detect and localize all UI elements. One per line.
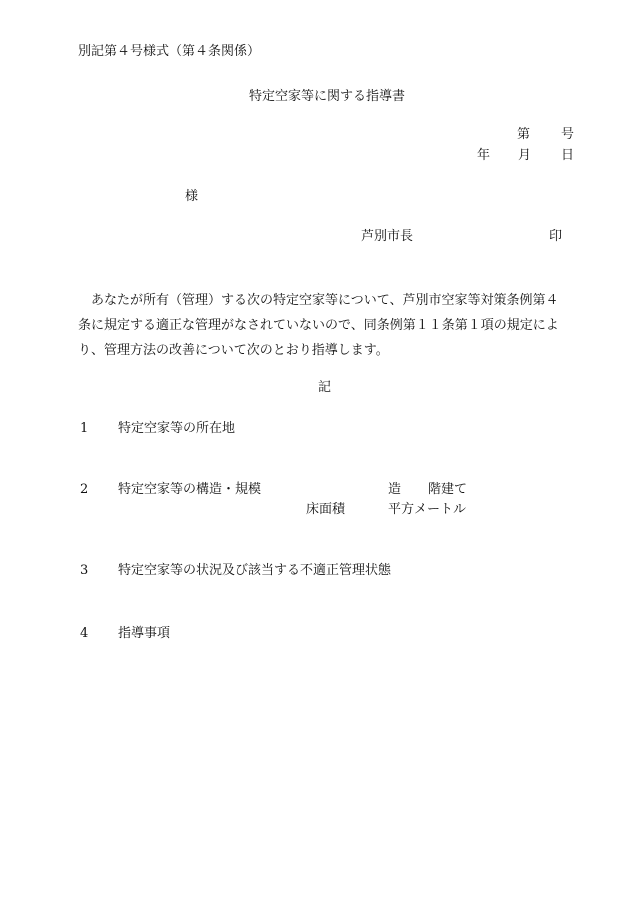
date-month: 月 bbox=[518, 148, 532, 163]
item-number: 3 bbox=[80, 563, 89, 578]
area-unit: 平方メートル bbox=[388, 502, 467, 517]
doc-number-go: 号 bbox=[561, 127, 575, 142]
item-number: 2 bbox=[80, 482, 89, 497]
body-line: り、管理方法の改善について次のとおり指導します。 bbox=[78, 343, 389, 358]
form-label: 別記第４号様式（第４条関係） bbox=[78, 44, 261, 59]
item-number: 1 bbox=[80, 421, 89, 436]
item-label: 特定空家等の状況及び該当する不適正管理状態 bbox=[118, 563, 392, 578]
sender-seal: 印 bbox=[549, 229, 563, 244]
date-year: 年 bbox=[477, 148, 491, 163]
structure-suffix: 造 bbox=[388, 482, 402, 497]
body-line: 条に規定する適正な管理がなされていないので、同条例第１１条第１項の規定によ bbox=[78, 318, 559, 333]
item-label: 指導事項 bbox=[118, 626, 171, 641]
item-number: 4 bbox=[80, 626, 89, 641]
sender-name: 芦別市長 bbox=[361, 229, 414, 244]
body-paragraph bbox=[78, 288, 578, 363]
floors-suffix: 階建て bbox=[428, 482, 468, 497]
body-line: あなたが所有（管理）する次の特定空家等について、芦別市空家等対策条例第４ bbox=[78, 293, 559, 308]
ki-heading: 記 bbox=[318, 380, 332, 395]
floor-area-label: 床面積 bbox=[306, 502, 346, 517]
doc-number-dai: 第 bbox=[517, 127, 531, 142]
item-label: 特定空家等の構造・規模 bbox=[118, 482, 262, 497]
item-label: 特定空家等の所在地 bbox=[118, 421, 236, 436]
document-title: 特定空家等に関する指導書 bbox=[249, 89, 406, 104]
date-day: 日 bbox=[561, 148, 575, 163]
addressee-sama: 様 bbox=[185, 189, 199, 204]
